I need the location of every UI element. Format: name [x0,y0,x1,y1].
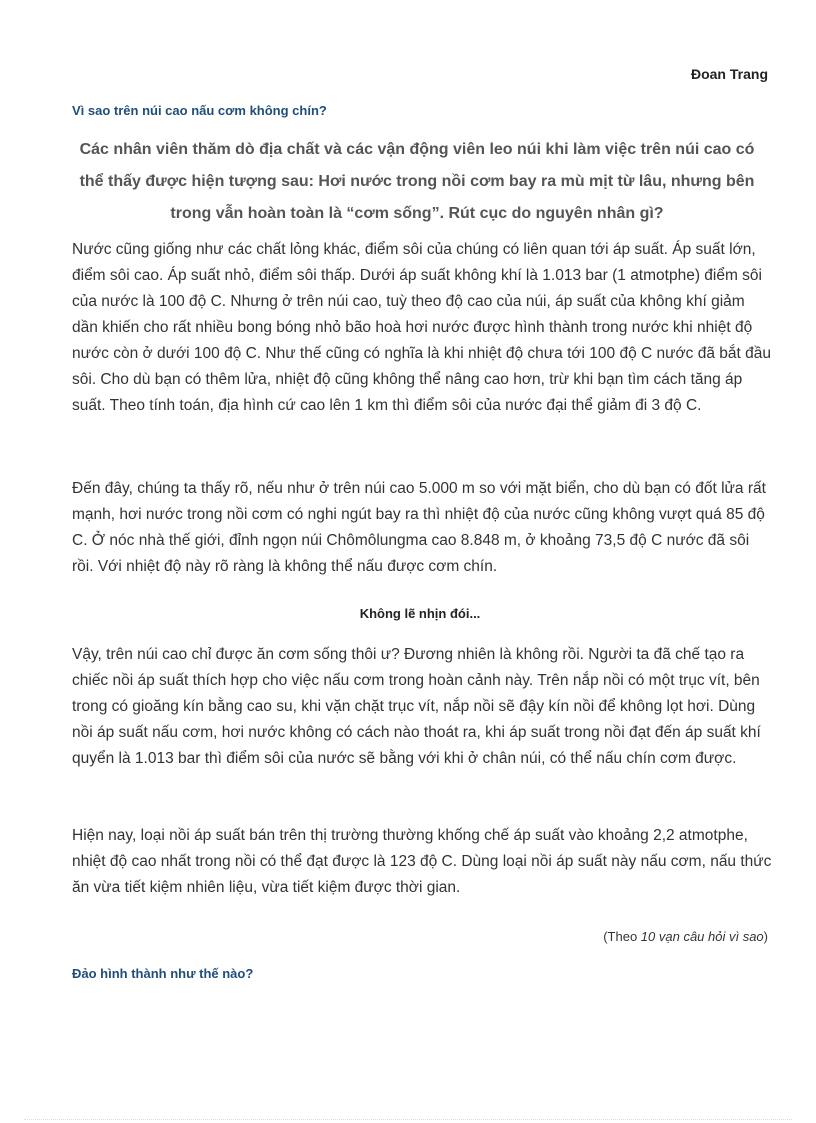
body-paragraph-2: Đến đây, chúng ta thấy rõ, nếu như ở trên núi cao 5.000 m so với mặt biển, cho dù bạn có đốt lửa rất mạnh, hơi nước trong nồi cơm có nghi ngút bay ra thì nhiệt độ của nước cũng không vượt quá 85 độ C. Ở nóc nhà thế giới, đỉnh ngọn núi Chômôlungma cao 8.848 m, ở khoảng 73,5 độ C nước đã sôi rồi. Với nhiệt độ này rõ ràng là không thể nấu được cơm chín. [72,480,766,575]
article-title: Vì sao trên núi cao nấu cơm không chín? [72,103,327,118]
body-paragraph-4: Hiện nay, loại nồi áp suất bán trên thị trường thường khống chế áp suất vào khoảng 2,2 atmotphe, nhiệt độ cao nhất trong nồi có thể đạt được là 123 độ C. Dùng loại nồi áp suất này nấu cơm, nấu thức ăn vừa tiết kiệm nhiên liệu, vừa tiết kiệm được thời gian. [72,827,772,896]
lead-paragraph: Các nhân viên thăm dò địa chất và các vận động viên leo núi khi làm việc trên núi cao có thể thấy được hiện tượng sau: Hơi nước trong nồi cơm bay ra mù mịt từ lâu, nhưng bên trong vẫn hoàn toàn là “cơm sống”. Rút cục do nguyên nhân gì? [79,141,755,222]
source-citation [603,929,768,944]
body-paragraph-3: Vậy, trên núi cao chỉ được ăn cơm sống thôi ư? Đương nhiên là không rồi. Người ta đã chế tạo ra chiếc nồi áp suất thích hợp cho việc nấu cơm trong hoàn cảnh này. Trên nắp nồi có một trục vít, bên trong có gioăng kín bằng cao su, khi vặn chặt trục vít, nắp nồi sẽ đậy kín nồi để không lọt hơi. Dùng nồi áp suất nấu cơm, hơi nước không có cách nào thoát ra, khi áp suất trong nồi đạt đến áp suất khí quyển là 1.013 bar thì điểm sôi của nước sẽ bằng với khi ở chân núi, có thể nấu chín cơm được. [72,646,761,767]
source-book-title: 10 vạn câu hỏi vì sao [640,929,764,944]
body-paragraph-1: Nước cũng giống như các chất lỏng khác, điểm sôi của chúng có liên quan tới áp suất. Áp suất lớn, điểm sôi cao. Áp suất nhỏ, điểm sôi thấp. Dưới áp suất không khí là 1.013 bar (1 atmotphe) điểm sôi của nước là 100 độ C. Nhưng ở trên núi cao, tuỳ theo độ cao của núi, áp suất của không khí giảm dần khiến cho rất nhiều bong bóng nhỏ bão hoà hơi nước được hình thành trong nước khi nhiệt độ nước còn ở dưới 100 độ C. Như thế cũng có nghĩa là khi nhiệt độ chưa tới 100 độ C nước đã bắt đầu sôi. Cho dù bạn có thêm lửa, nhiệt độ cũng không thể nâng cao hơn, trừ khi bạn tìm cách tăng áp suất. Theo tính toán, địa hình cứ cao lên 1 km thì điểm sôi của nước đại thể giảm đi 3 độ C. [72,241,771,414]
page-bottom-divider [24,1119,792,1120]
author-name: Đoan Trang [690,66,768,82]
source-suffix: ) [763,929,768,944]
subheading: Không lẽ nhịn đói... [359,606,481,621]
next-article-title: Đảo hình thành như thế nào? [72,966,254,981]
source-prefix: (Theo [603,929,641,944]
